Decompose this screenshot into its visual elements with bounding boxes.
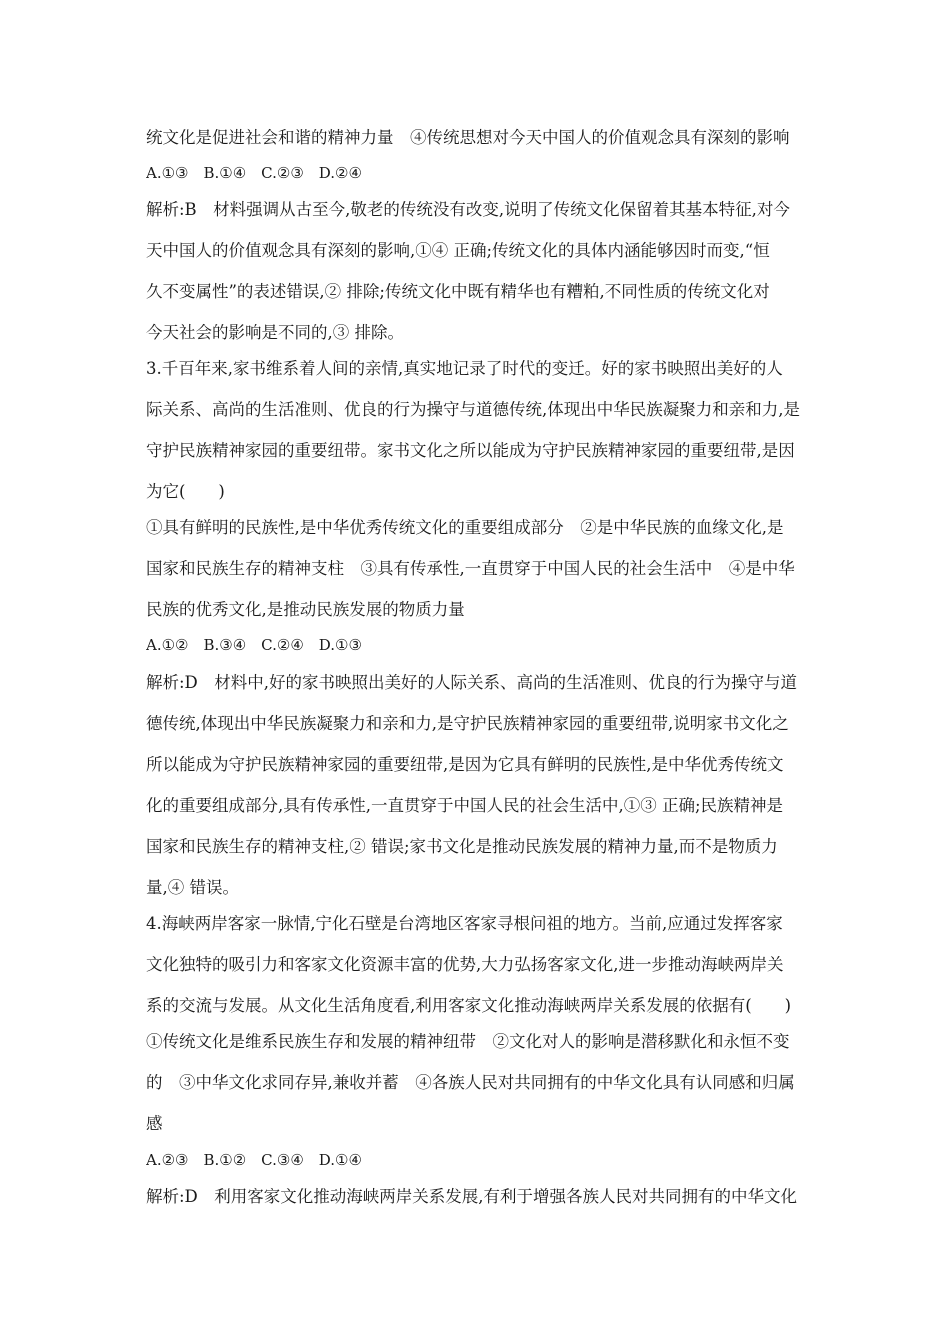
analysis-line: 解析:D 利用客家文化推动海峡两岸关系发展,有利于增强各族人民对共同拥有的中华文化 [146, 1187, 798, 1206]
statement-line: ①传统文化是维系民族生存和发展的精神纽带 ②文化对人的影响是潜移默化和永恒不变 [146, 1032, 790, 1051]
question-line: 际关系、高尚的生活准则、优良的行为操守与道德传统,体现出中华民族凝聚力和亲和力,是 [146, 400, 800, 419]
statement-line: 的 ③中华文化求同存异,兼收并蓄 ④各族人民对共同拥有的中华文化具有认同感和归属 [146, 1073, 795, 1092]
answer-options: A.②③ B.①② C.③④ D.①④ [146, 1151, 362, 1169]
text-line: 统文化是促进社会和谐的精神力量 ④传统思想对今天中国人的价值观念具有深刻的影响 [146, 128, 790, 147]
question-line: 4.海峡两岸客家一脉情,宁化石壁是台湾地区客家寻根问祖的地方。当前,应通过发挥客家 [146, 914, 783, 933]
statement-line: 民族的优秀文化,是推动民族发展的物质力量 [146, 600, 465, 619]
answer-options: A.①③ B.①④ C.②③ D.②④ [146, 164, 362, 182]
question-line: 系的交流与发展。从文化生活角度看,利用客家文化推动海峡两岸关系发展的依据有( ) [146, 996, 792, 1015]
question-line: 文化独特的吸引力和客家文化资源丰富的优势,大力弘扬客家文化,进一步推动海峡两岸关 [146, 955, 784, 974]
analysis-line: 解析:D 材料中,好的家书映照出美好的人际关系、高尚的生活准则、优良的行为操守与道 [146, 673, 798, 692]
analysis-line: 今天社会的影响是不同的,③ 排除。 [146, 323, 404, 342]
analysis-line: 量,④ 错误。 [146, 878, 239, 897]
analysis-line: 天中国人的价值观念具有深刻的影响,①④ 正确;传统文化的具体内涵能够因时而变,“恒 [146, 241, 770, 260]
analysis-line: 德传统,体现出中华民族凝聚力和亲和力,是守护民族精神家园的重要纽带,说明家书文化之 [146, 714, 789, 733]
question-line: 3.千百年来,家书维系着人间的亲情,真实地记录了时代的变迁。好的家书映照出美好的人 [146, 359, 783, 378]
analysis-line: 久不变属性”的表述错误,② 排除;传统文化中既有精华也有糟粕,不同性质的传统文化对 [146, 282, 770, 301]
statement-line: 国家和民族生存的精神支柱 ③具有传承性,一直贯穿于中国人民的社会生活中 ④是中华 [146, 559, 795, 578]
analysis-line: 所以能成为守护民族精神家园的重要纽带,是因为它具有鲜明的民族性,是中华优秀传统文 [146, 755, 784, 774]
statement-line: ①具有鲜明的民族性,是中华优秀传统文化的重要组成部分 ②是中华民族的血缘文化,是 [146, 518, 784, 537]
analysis-line: 国家和民族生存的精神支柱,② 错误;家书文化是推动民族发展的精神力量,而不是物质力 [146, 837, 778, 856]
question-line: 为它( ) [146, 482, 225, 501]
analysis-line: 解析:B 材料强调从古至今,敬老的传统没有改变,说明了传统文化保留着其基本特征,对今 [146, 200, 790, 219]
question-line: 守护民族精神家园的重要纽带。家书文化之所以能成为守护民族精神家园的重要纽带,是因 [146, 441, 795, 460]
statement-line: 感 [146, 1114, 163, 1133]
answer-options: A.①② B.③④ C.②④ D.①③ [146, 636, 362, 654]
analysis-line: 化的重要组成部分,具有传承性,一直贯穿于中国人民的社会生活中,①③ 正确;民族精神是 [146, 796, 784, 815]
